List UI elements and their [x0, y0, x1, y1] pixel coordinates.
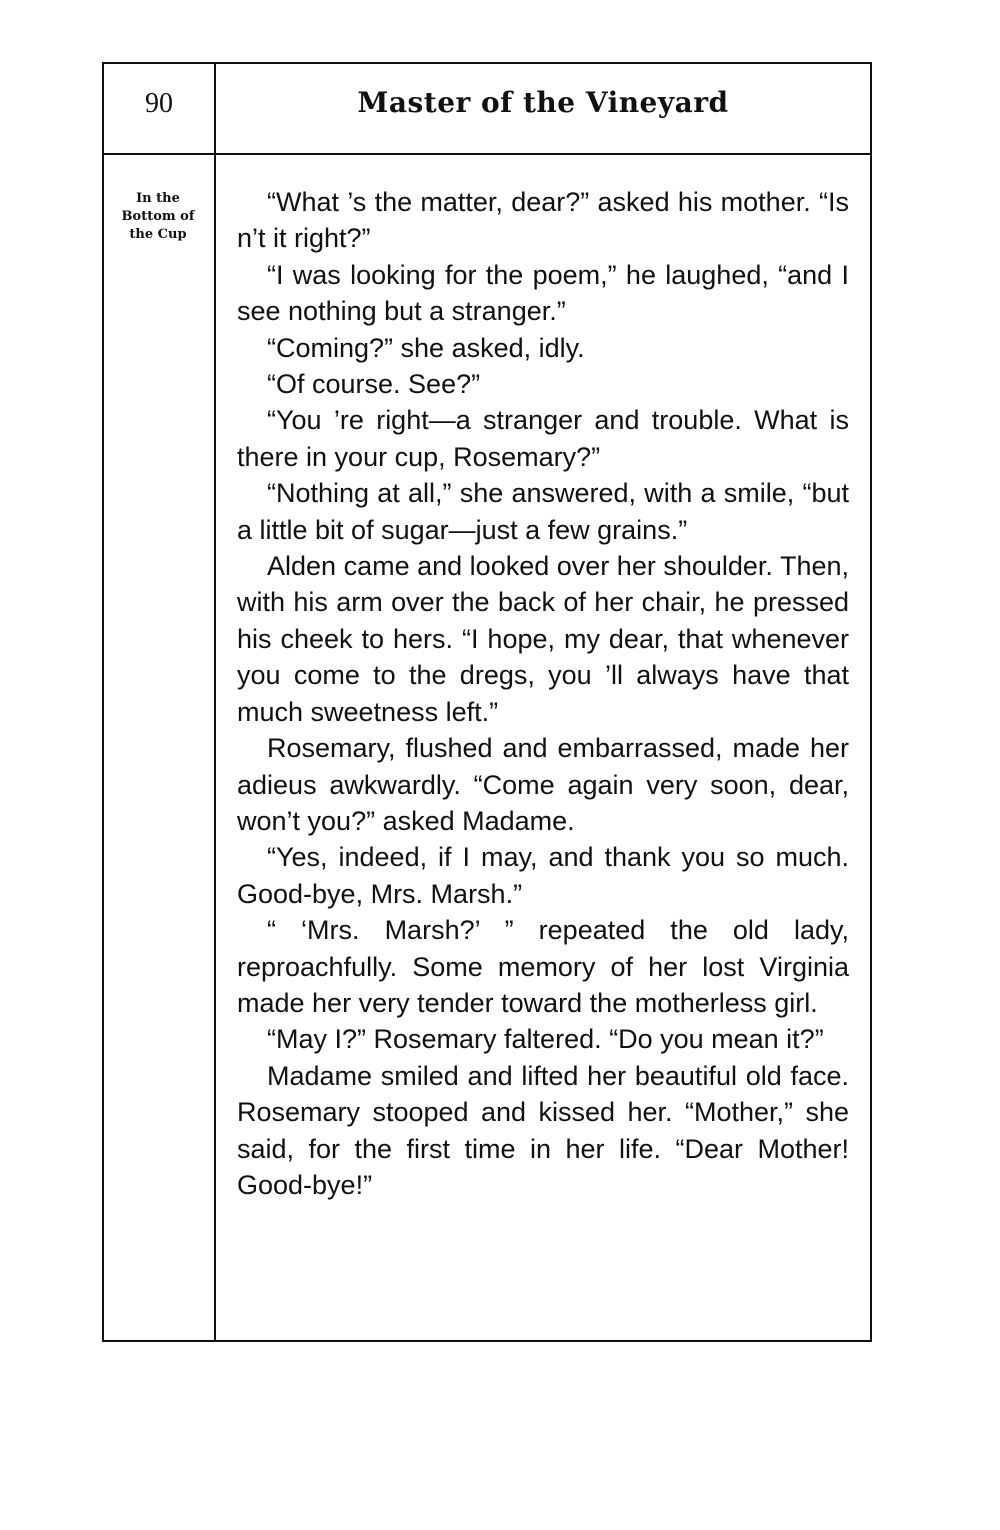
- header-divider: [102, 153, 872, 155]
- paragraph: “I was looking for the poem,” he laughed, “and I see nothing but a stranger.”: [237, 259, 849, 327]
- running-title: Master of the Vineyard: [357, 86, 729, 119]
- paragraph: Alden came and looked over her shoulder. Then, with his arm over the back of her chair, he pressed his cheek to hers. “I hope, my dear, that whenever you come to the dregs, you ’ll always have that much sweetness left.”: [237, 551, 849, 727]
- page-number: 90: [145, 88, 173, 119]
- paragraph: “Nothing at all,” she answered, with a smile, “but a little bit of sugar—just a few grains.”: [237, 478, 849, 545]
- sidenote-line: the Cup: [129, 227, 187, 242]
- paragraph: “May I?” Rosemary faltered. “Do you mean it?”: [267, 1024, 824, 1055]
- sidenote-line: In the: [136, 191, 180, 206]
- paragraph: “Of course. See?”: [267, 369, 481, 400]
- sidenote-line: Bottom of: [121, 209, 195, 224]
- margin-column-divider: [214, 62, 216, 1342]
- paragraph: “Yes, indeed, if I may, and thank you so much. Good-bye, Mrs. Marsh.”: [237, 842, 849, 909]
- body-text: [237, 184, 849, 1203]
- paragraph: Rosemary, flushed and embarrassed, made her adieus awkwardly. “Come again very soon, dear, won’t you?” asked Madame.: [237, 733, 849, 836]
- paragraph: Madame smiled and lifted her beautiful old face. Rosemary stooped and kissed her. “Mother,” she said, for the first time in her life. “Dear Mother! Good-bye!”: [237, 1060, 849, 1200]
- paragraph: “ ‘Mrs. Marsh?’ ” repeated the old lady, reproachfully. Some memory of her lost Virginia made her very tender toward the motherless girl.: [237, 915, 849, 1018]
- paragraph: “You ’re right—a stranger and trouble. What is there in your cup, Rosemary?”: [237, 405, 849, 472]
- margin-sidenote: [104, 190, 212, 244]
- paragraph: “Coming?” she asked, idly.: [267, 332, 585, 363]
- paragraph: “What ’s the matter, dear?” asked his mother. “Is n’t it right?”: [237, 187, 849, 254]
